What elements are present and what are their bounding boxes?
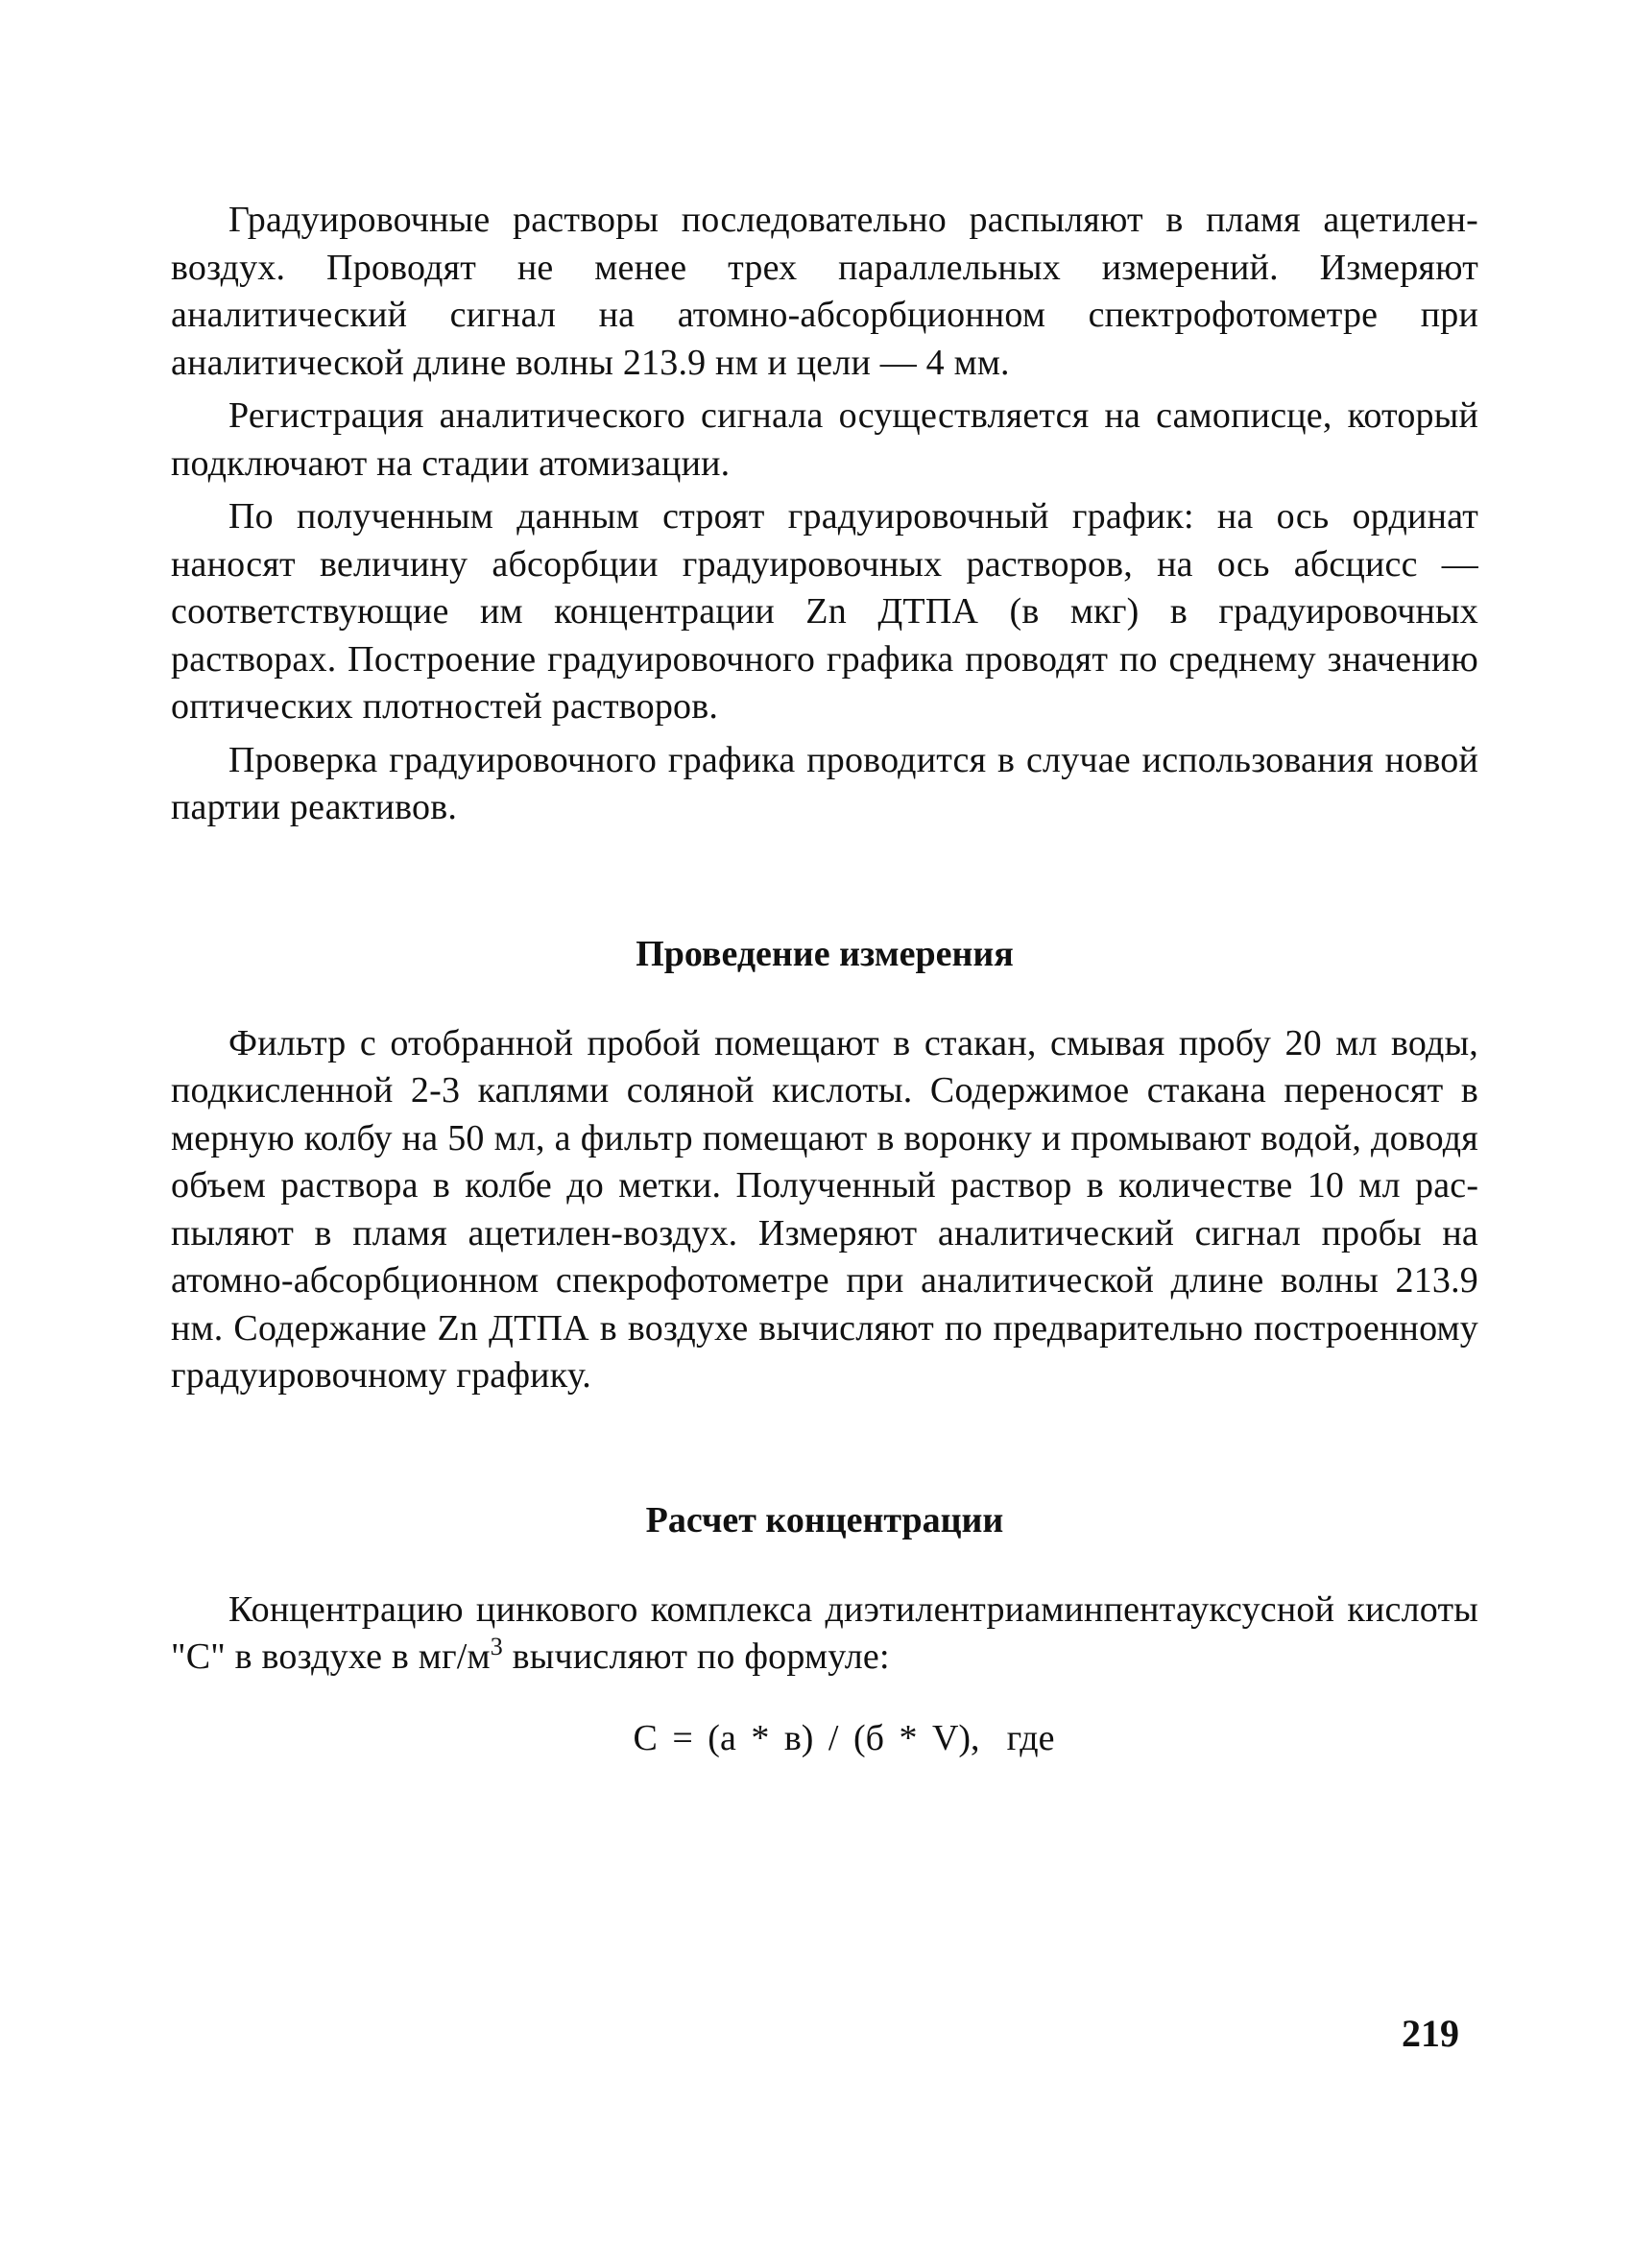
paragraph-measurement: Фильтр с отобранной пробой помещают в стакан, смывая пробу 20 мл воды, подкисленной 2-3 каплями соляной кислоты. Содержимое стакана переносят в мерную колбу на 50 мл, а фильтр помещают в воронку и промывают водой, доводя объем раствора в колбе до метки. Полученный раствор в количестве 10 мл распыляют в пламя ацетилен-воздух. Измеряют аналитический сигнал пробы на атомно-абсорбционном спекрофотометре при аналитической длине волны 213.9 нм. Содержание Zn ДТПА в воздухе вычисляют по предварительно построенному градуировочному графику. <box>171 1022 1478 1396</box>
paragraph-graph-check: Проверка градуировочного графика проводится в случае использования новой партии реактивов. <box>171 739 1478 827</box>
page-number: 219 <box>1402 2012 1459 2055</box>
section-heading-calculation: Расчет концентрации <box>645 1499 1004 1540</box>
paragraph-calculation-tail: вычисляют по формуле: <box>502 1636 890 1677</box>
formula-where: где <box>1006 1717 1055 1758</box>
concentration-formula <box>171 1714 1478 1762</box>
superscript-cubed: 3 <box>490 1633 503 1660</box>
paragraph-spraying: Градуировочные растворы последовательно распыляют в пламя ацетилен-воздух. Проводят не менее трех параллельных измерений. Измеряют аналитический сигнал на атомно-абсорбционном спектрофотометре при аналитической длине волны 213.9 нм и цели — 4 мм. <box>171 200 1478 383</box>
paragraph-calculation <box>171 1587 1478 1682</box>
paragraph-calculation-text: Концентрацию цинкового комплекса диэтилентриаминпентауксусной кислоты "С" в воздухе в мг/м <box>171 1588 1478 1677</box>
page-body <box>171 197 1478 1762</box>
section-heading-measurement: Проведение измерения <box>636 933 1014 974</box>
formula-expression: С = (а * в) / (б * V), <box>633 1717 980 1758</box>
paragraph-recording: Регистрация аналитического сигнала осуществляется на самописце, который подключают на стадии атомизации. <box>171 395 1478 484</box>
paragraph-calibration-graph: По полученным данным строят градуировочный график: на ось ординат наносят величину абсорбции градуировочных растворов, на ось абсцисс — соответствующие им концентрации Zn ДТПА (в мкг) в градуировочных растворах. Построение градуировочного графика проводят по среднему значению оптических плотностей растворов. <box>171 496 1478 727</box>
